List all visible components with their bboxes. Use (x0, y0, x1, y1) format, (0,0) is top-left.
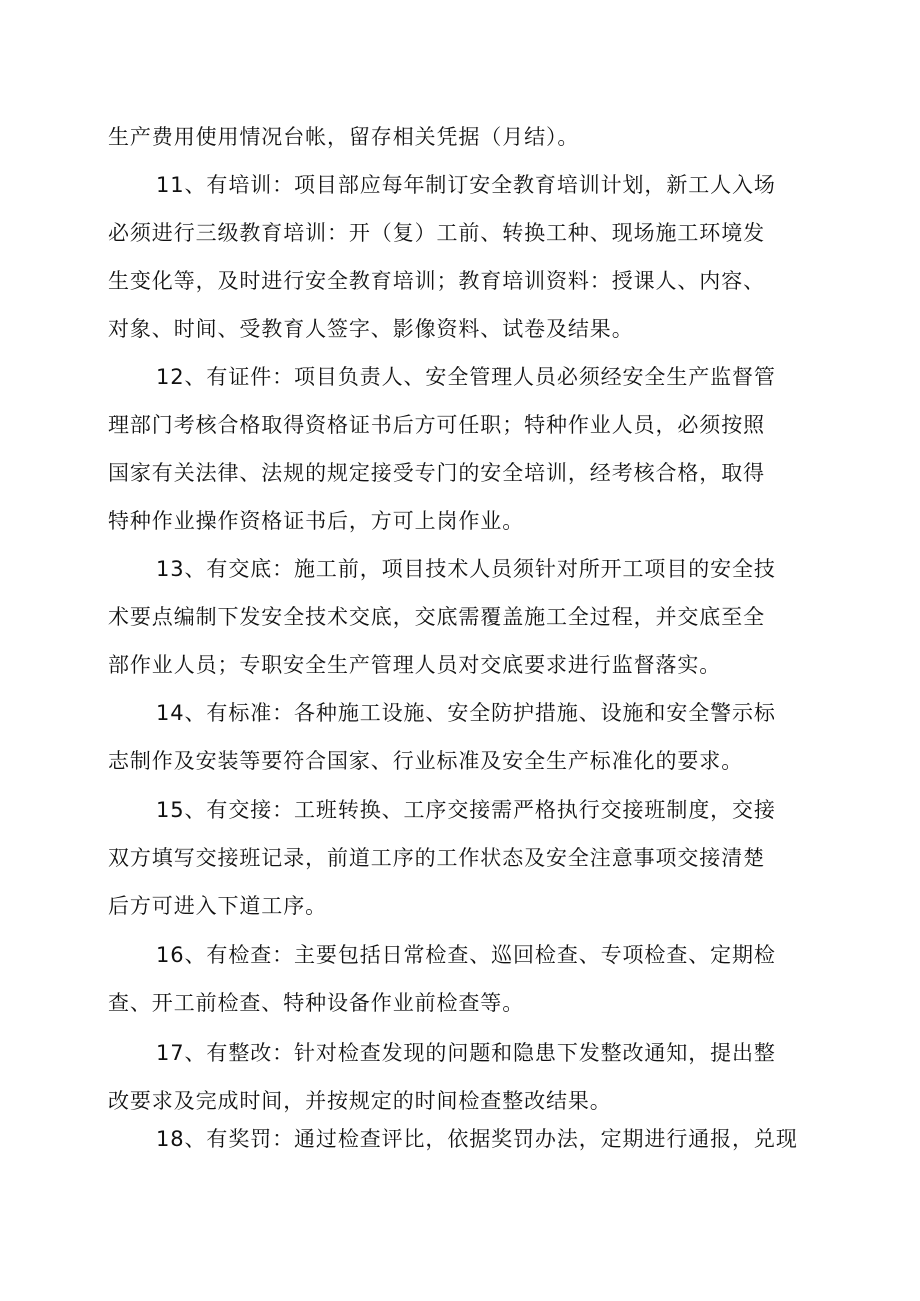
text-line: 志制作及安装等要符合国家、行业标准及安全生产标准化的要求。 (108, 749, 744, 773)
text-line: 14、有标准：各种施工设施、安全防护措施、设施和安全警示标 (156, 701, 776, 725)
paragraph-12-certificates (108, 353, 818, 545)
paragraph-18-rewards-penalties (108, 1115, 818, 1163)
text-line: 特种作业操作资格证书后，方可上岗作业。 (108, 509, 525, 533)
text-line: 理部门考核合格取得资格证书后方可任职；特种作业人员，必须按照 (108, 413, 765, 437)
text-line: 13、有交底：施工前，项目技术人员须针对所开工项目的安全技 (156, 557, 776, 581)
text-line: 11、有培训：项目部应每年制订安全教育培训计划，新工人入场 (156, 173, 776, 197)
paragraph-17-rectification (108, 1029, 818, 1125)
text-line: 部作业人员；专职安全生产管理人员对交底要求进行监督落实。 (108, 653, 722, 677)
paragraph-15-handover (108, 786, 818, 930)
text-line: 生产费用使用情况台帐，留存相关凭据（月结）。 (108, 125, 580, 149)
paragraph-11-training (108, 161, 818, 353)
text-line: 16、有检查：主要包括日常检查、巡回检查、专项检查、定期检 (156, 943, 776, 967)
text-line: 对象、时间、受教育人签字、影像资料、试卷及结果。 (108, 317, 634, 341)
paragraph-16-inspection (108, 931, 818, 1027)
text-line: 15、有交接：工班转换、工序交接需严格执行交接班制度，交接 (156, 798, 776, 822)
paragraph-10-continuation (108, 113, 818, 161)
text-line: 查、开工前检查、特种设备作业前检查等。 (108, 991, 525, 1015)
text-line: 国家有关法律、法规的规定接受专门的安全培训，经考核合格，取得 (108, 461, 765, 485)
text-line: 术要点编制下发安全技术交底，交底需覆盖施工全过程，并交底至全 (108, 605, 765, 629)
text-line: 改要求及完成时间，并按规定的时间检查整改结果。 (108, 1089, 612, 1113)
text-line: 后方可进入下道工序。 (108, 894, 327, 918)
text-line: 双方填写交接班记录，前道工序的工作状态及安全注意事项交接清楚 (108, 846, 765, 870)
paragraph-14-standards (108, 689, 818, 785)
paragraph-13-briefing (108, 545, 818, 689)
text-line: 必须进行三级教育培训：开（复）工前、转换工种、现场施工环境发 (108, 221, 765, 245)
text-line: 18、有奖罚：通过检查评比，依据奖罚办法，定期进行通报，兑现 (156, 1127, 798, 1151)
text-line: 17、有整改：针对检查发现的问题和隐患下发整改通知，提出整 (156, 1041, 776, 1065)
text-line: 生变化等，及时进行安全教育培训；教育培训资料：授课人、内容、 (108, 269, 765, 293)
text-line: 12、有证件：项目负责人、安全管理人员必须经安全生产监督管 (156, 365, 776, 389)
